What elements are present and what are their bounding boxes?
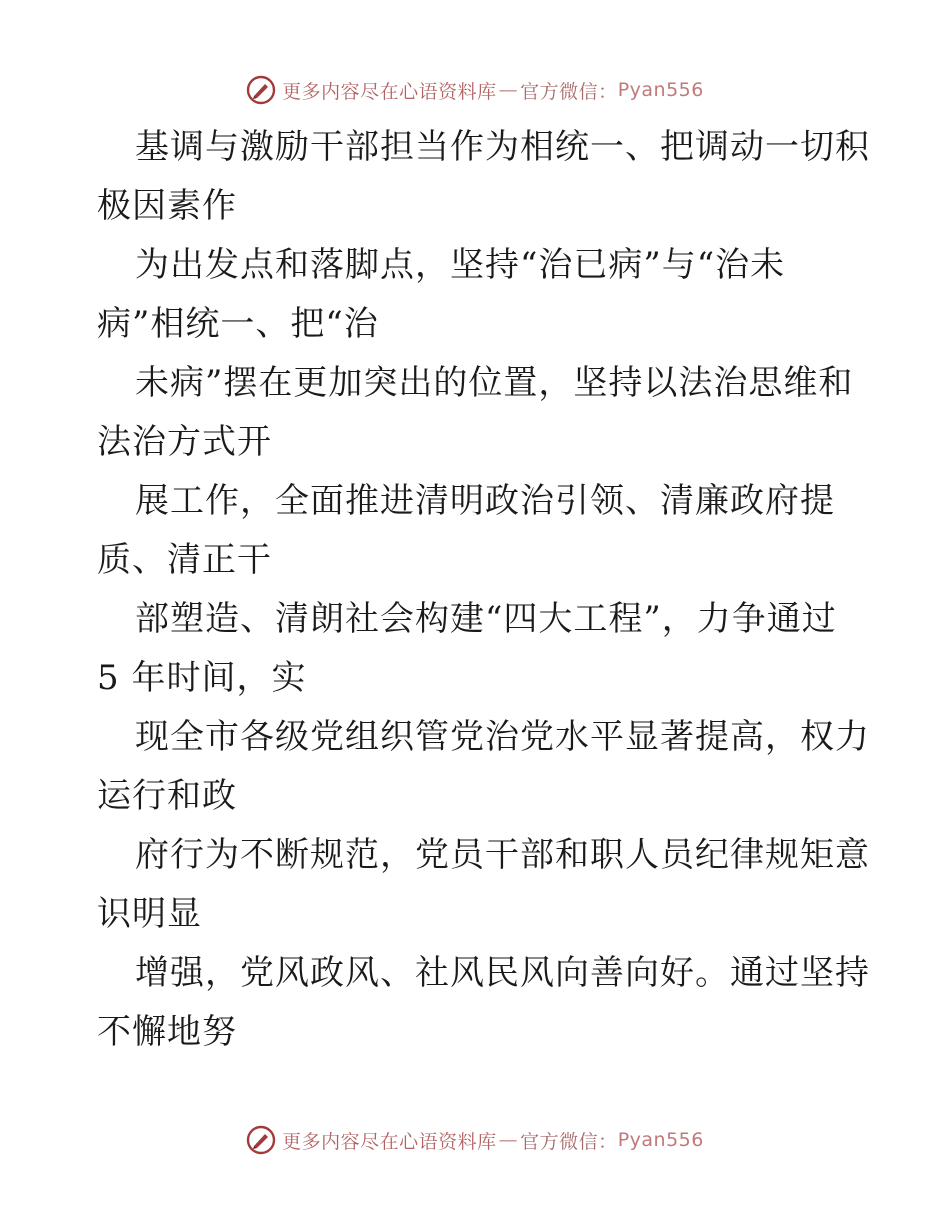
text-line: 运行和政	[97, 776, 237, 816]
text-line: 展工作，全面推进清明政治引领、清廉政府提	[135, 481, 835, 521]
text-line: 5 年时间，实	[97, 658, 307, 698]
watermark-label: 官方微信：	[520, 1130, 618, 1153]
watermark-separator: —	[498, 1129, 519, 1151]
text-line: 增强，党风政风、社风民风向善向好。通过坚持	[135, 953, 870, 993]
text-line: 质、清正干	[97, 540, 272, 580]
watermark-separator: —	[498, 79, 519, 101]
watermark-text: 更多内容尽在心语资料库	[282, 1130, 497, 1153]
pen-logo-icon	[246, 75, 276, 105]
pen-logo-icon	[246, 1125, 276, 1155]
text-line: 极因素作	[97, 186, 237, 226]
watermark-label: 官方微信：	[520, 80, 618, 103]
text-line: 法治方式开	[97, 422, 272, 462]
text-line: 基调与激励干部担当作为相统一、把调动一切积	[135, 127, 870, 167]
text-line: 识明显	[97, 894, 202, 934]
text-line: 为出发点和落脚点，坚持“治已病”与“治未	[135, 245, 786, 285]
text-line: 部塑造、清朗社会构建“四大工程”，力争通过	[135, 599, 837, 639]
text-line: 不懈地努	[97, 1012, 237, 1052]
text-line: 未病”摆在更加突出的位置，坚持以法治思维和	[135, 363, 854, 403]
watermark-text: 更多内容尽在心语资料库	[282, 80, 497, 103]
footer-watermark	[0, 1120, 950, 1160]
watermark-id: Pyan556	[617, 79, 704, 101]
text-line: 府行为不断规范，党员干部和职人员纪律规矩意	[135, 835, 870, 875]
watermark-id: Pyan556	[617, 1129, 704, 1151]
document-body	[97, 118, 870, 1062]
header-watermark	[0, 70, 950, 110]
text-line: 病”相统一、把“治	[97, 304, 379, 344]
text-line: 现全市各级党组织管党治党水平显著提高，权力	[135, 717, 870, 757]
